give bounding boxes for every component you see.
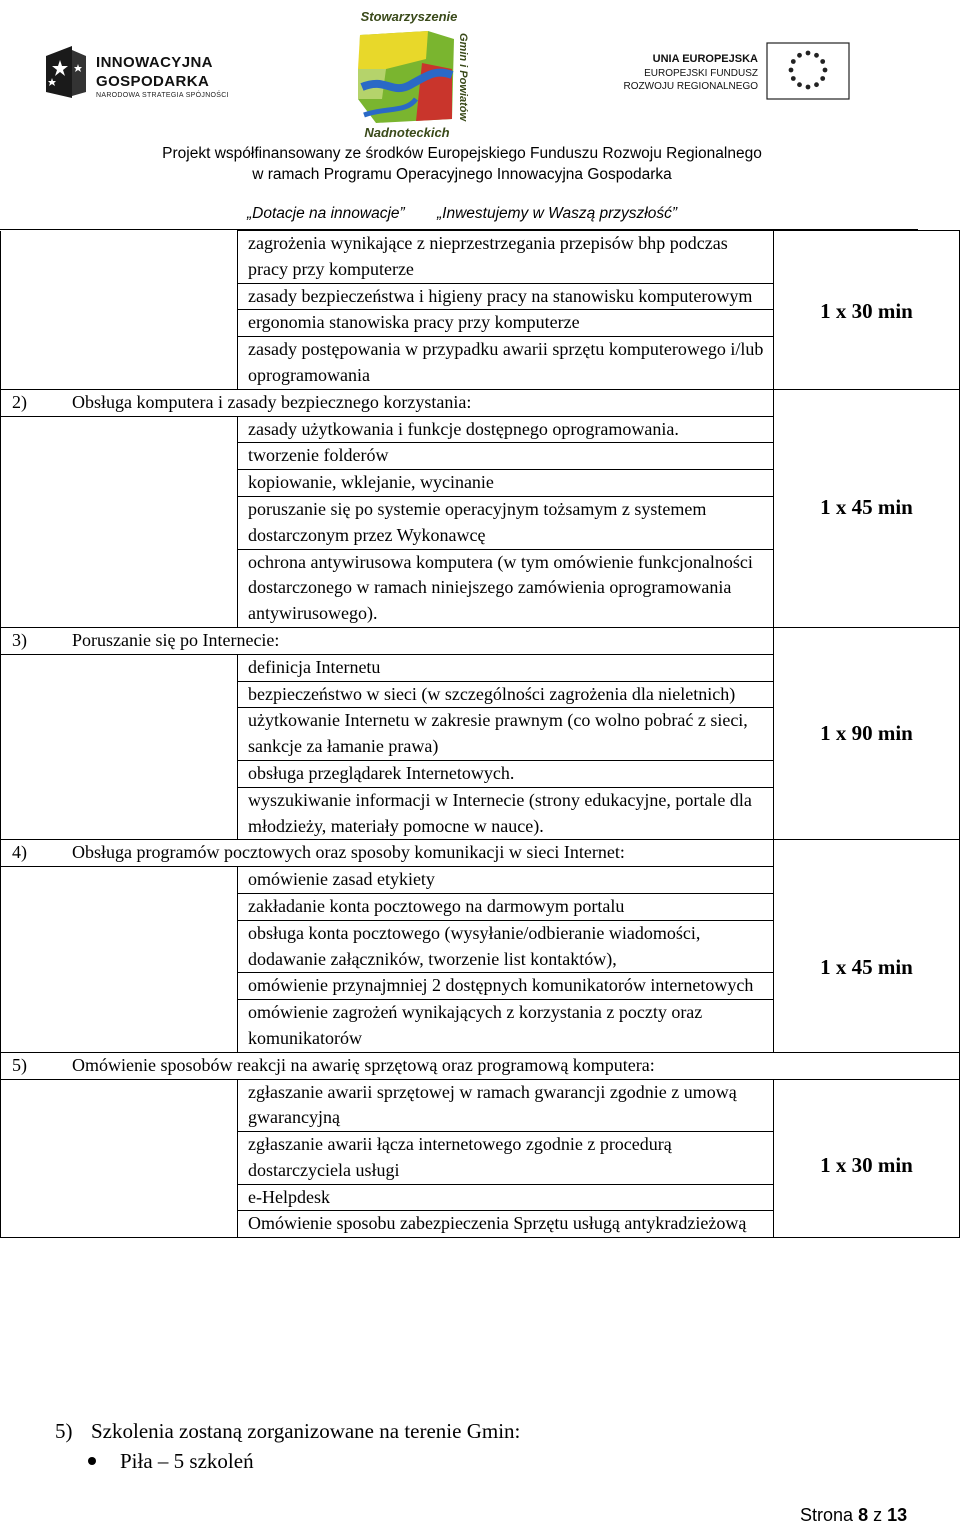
page-total: 13 <box>887 1505 908 1525</box>
topic-cell: Omówienie sposobu zabezpieczenia Sprzętu usługą antykradzieżową <box>238 1211 774 1238</box>
page-current: 8 <box>858 1505 869 1525</box>
eu-flag-icon <box>766 42 850 100</box>
training-program-table <box>0 230 960 1238</box>
innowacyjna-gospodarka-logo <box>42 40 242 102</box>
duration-cell: 1 x 90 min <box>774 627 960 839</box>
section-title <box>1 627 774 654</box>
lead-cell <box>1 760 238 787</box>
topic-cell: zasady postępowania w przypadku awarii sprzętu komputerowego i/lub oprogramowania <box>238 337 774 390</box>
section-header-row <box>1 627 960 654</box>
lead-cell <box>1 1079 238 1132</box>
lead-cell <box>1 681 238 708</box>
topic-cell: omówienie zagrożeń wynikających z korzystania z poczty oraz komunikatorów <box>238 1000 774 1053</box>
lead-cell <box>1 867 238 894</box>
topic-cell: zgłaszanie awarii sprzętowej w ramach gwarancji zgodnie z umową gwarancyjną <box>238 1079 774 1132</box>
topic-cell: zasady bezpieczeństwa i higieny pracy na stanowisku komputerowym <box>238 283 774 310</box>
duration-cell: 1 x 45 min <box>774 840 960 1052</box>
slogan-dotacje: „Dotacje na innowacje” <box>247 205 405 222</box>
topic-cell: ochrona antywirusowa komputera (w tym omówienie funkcjonalności dostarczonego w ramach niniejszego zamówienia oprogramowania antywirusowego). <box>238 549 774 627</box>
lead-cell <box>1 1211 238 1238</box>
section-number: 3) <box>12 629 27 650</box>
slogans <box>0 205 924 223</box>
lead-cell <box>1 231 238 284</box>
unia-europejska-logo <box>623 42 850 100</box>
project-programme-line: w ramach Programu Operacyjnego Innowacyjna Gospodarka <box>252 166 672 183</box>
lead-cell <box>1 549 238 627</box>
section-number: 5) <box>12 1054 27 1075</box>
lead-cell <box>1 920 238 973</box>
logo-st-side-text: Gmin i Powiatów <box>457 33 469 122</box>
section-title-text: Poruszanie się po Internecie: <box>72 629 280 650</box>
slogan-inwestujemy: „Inwestujemy w Waszą przyszłość” <box>436 205 677 222</box>
topic-cell: zasady użytkowania i funkcje dostępnego oprogramowania. <box>238 416 774 443</box>
point-number: 5) <box>55 1419 73 1443</box>
training-location-point <box>55 1419 520 1444</box>
page-number <box>800 1505 907 1526</box>
topic-cell: definicja Internetu <box>238 654 774 681</box>
lead-cell <box>1 973 238 1000</box>
duration-cell: 1 x 30 min <box>774 231 960 390</box>
list-item <box>88 1449 254 1474</box>
section-header-row <box>1 840 960 867</box>
topic-cell: obsługa przeglądarek Internetowych. <box>238 760 774 787</box>
topic-cell: bezpieczeństwo w sieci (w szczególności zagrożenia dla nieletnich) <box>238 681 774 708</box>
lead-cell <box>1 654 238 681</box>
section-title-text: Omówienie sposobów reakcji na awarię sprzętową oraz programową komputera: <box>72 1054 655 1075</box>
section-title-text: Obsługa programów pocztowych oraz sposoby komunikacji w sieci Internet: <box>72 842 625 863</box>
topic-cell: e-Helpdesk <box>238 1184 774 1211</box>
logo-st-bottom-text: Nadnoteckich <box>364 125 450 140</box>
lead-cell <box>1 496 238 549</box>
lead-cell <box>1 1000 238 1053</box>
lead-cell <box>1 443 238 470</box>
lead-cell <box>1 893 238 920</box>
section-title <box>1 389 774 416</box>
project-cofinanced-line: Projekt współfinansowany ze środków Europejskiego Funduszu Rozwoju Regionalnego <box>162 145 762 162</box>
innowacyjna-gospodarka-mark-icon <box>42 42 90 100</box>
section-title-text: Obsługa komputera i zasady bezpiecznego korzystania: <box>72 391 472 412</box>
topic-cell: ergonomia stanowiska pracy przy komputerze <box>238 310 774 337</box>
section-number: 4) <box>12 842 27 863</box>
topic-cell: poruszanie się po systemie operacyjnym tożsamym z systemem dostarczonym przez Wykonawcę <box>238 496 774 549</box>
logo-ue-line3: ROZWOJU REGIONALNEGO <box>623 81 758 92</box>
section-header-row <box>1 389 960 416</box>
list-item-text: Piła – 5 szkoleń <box>120 1449 254 1473</box>
duration-cell: 1 x 30 min <box>774 1079 960 1238</box>
stowarzyszenie-map-icon <box>356 29 474 125</box>
lead-cell <box>1 310 238 337</box>
lead-cell <box>1 470 238 497</box>
lead-cell <box>1 337 238 390</box>
lead-cell <box>1 708 238 761</box>
logo-ig-line2: GOSPODARKA <box>96 73 210 90</box>
table-row <box>1 231 960 284</box>
lead-cell <box>1 283 238 310</box>
topic-cell: wyszukiwanie informacji w Internecie (strony edukacyjne, portale dla młodzieży, materiały pomocne w nauce). <box>238 787 774 840</box>
topic-cell: zgłaszanie awarii łącza internetowego zgodnie z procedurą dostarczyciela usługi <box>238 1132 774 1185</box>
section-number: 2) <box>12 391 27 412</box>
logo-st-top-text: Stowarzyszenie <box>360 9 458 24</box>
lead-cell <box>1 1184 238 1211</box>
section-title <box>1 840 774 867</box>
logo-ue-line2: EUROPEJSKI FUNDUSZ <box>644 68 758 79</box>
topic-cell: zagrożenia wynikające z nieprzestrzegania przepisów bhp podczas pracy przy komputerze <box>238 231 774 284</box>
stowarzyszenie-logo <box>350 5 476 140</box>
logo-ig-line3: NARODOWA STRATEGIA SPÓJNOŚCI <box>96 92 229 99</box>
topic-cell: obsługa konta pocztowego (wysyłanie/odbieranie wiadomości, dodawanie załączników, tworzenie list kontaktów), <box>238 920 774 973</box>
section-title <box>1 1052 960 1079</box>
lead-cell <box>1 416 238 443</box>
topic-cell: zakładanie konta pocztowego na darmowym portalu <box>238 893 774 920</box>
topic-cell: tworzenie folderów <box>238 443 774 470</box>
point-text: Szkolenia zostaną zorganizowane na terenie Gmin: <box>91 1419 521 1443</box>
logo-ig-line1: INNOWACYJNA <box>96 54 213 71</box>
lead-cell <box>1 787 238 840</box>
lead-cell <box>1 1132 238 1185</box>
topic-cell: użytkowanie Internetu w zakresie prawnym (co wolno pobrać z sieci, sankcje za łamanie prawa) <box>238 708 774 761</box>
logo-ue-line1: UNIA EUROPEJSKA <box>652 53 758 65</box>
topic-cell: kopiowanie, wklejanie, wycinanie <box>238 470 774 497</box>
duration-cell: 1 x 45 min <box>774 389 960 627</box>
bullet-icon <box>88 1457 96 1465</box>
topic-cell: omówienie zasad etykiety <box>238 867 774 894</box>
page-of: z <box>873 1505 883 1525</box>
table-row <box>1 1079 960 1132</box>
section-header-row <box>1 1052 960 1079</box>
topic-cell: omówienie przynajmniej 2 dostępnych komunikatorów internetowych <box>238 973 774 1000</box>
page-prefix: Strona <box>800 1505 854 1525</box>
